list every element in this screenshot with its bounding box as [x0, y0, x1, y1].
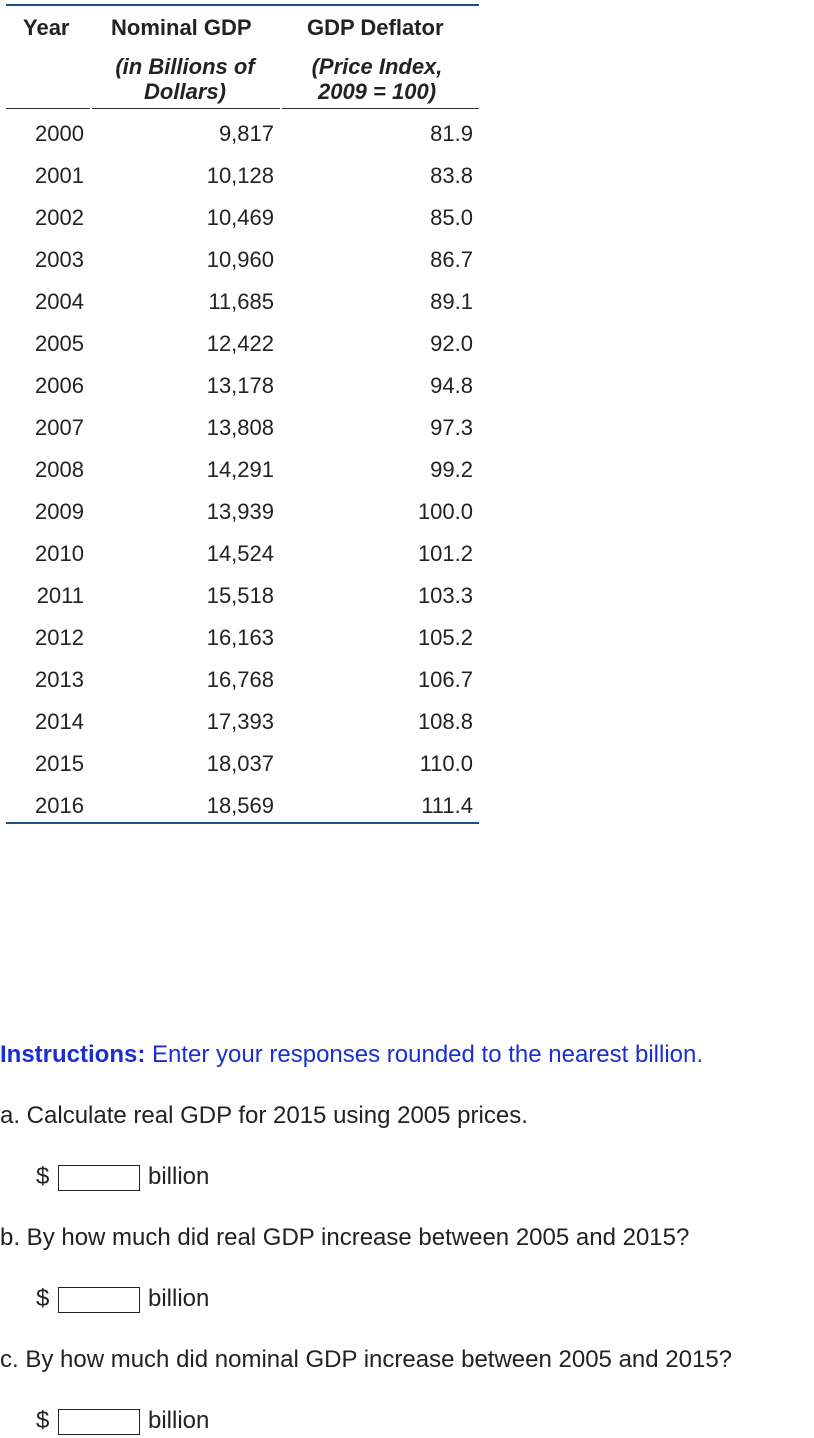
- header-rule: [6, 108, 90, 109]
- table-bottom-rule: [6, 822, 479, 824]
- unit-label: billion: [148, 1285, 210, 1312]
- nominal-gdp-cell: 13,808: [206, 415, 274, 440]
- question-a-text: a. Calculate real GDP for 2015 using 2005 prices.: [0, 1102, 528, 1129]
- deflator-cell: 85.0: [430, 205, 473, 230]
- answer-c-input[interactable]: [58, 1409, 140, 1435]
- answer-a-input[interactable]: [58, 1165, 140, 1191]
- year-cell: 2012: [35, 625, 84, 650]
- table-row: [6, 491, 479, 533]
- instructions-text: Enter your responses rounded to the nearest billion.: [145, 1041, 704, 1068]
- unit-label: billion: [148, 1163, 210, 1190]
- nominal-gdp-cell: 12,422: [206, 331, 274, 356]
- deflator-cell: 83.8: [430, 163, 473, 188]
- deflator-cell: 105.2: [417, 625, 473, 650]
- year-cell: 2010: [35, 541, 84, 566]
- table-top-rule: [6, 4, 479, 6]
- instructions-label: Instructions:: [0, 1041, 146, 1068]
- year-cell: 2000: [35, 121, 84, 146]
- deflator-cell: 108.8: [417, 709, 473, 734]
- question-b-text: b. By how much did real GDP increase between 2005 and 2015?: [0, 1224, 690, 1251]
- table-row: [6, 155, 479, 197]
- table-row: [6, 785, 479, 827]
- instructions: [0, 1041, 703, 1069]
- deflator-cell: 81.9: [430, 121, 473, 146]
- header-nominal-subtitle: (in Billions of Dollars): [115, 54, 255, 104]
- table-row: [6, 743, 479, 785]
- table-body: [6, 113, 479, 827]
- table-row: [6, 281, 479, 323]
- table-row: [6, 533, 479, 575]
- header-nominal-gdp: Nominal GDP: [111, 15, 252, 40]
- deflator-cell: 106.7: [417, 667, 473, 692]
- deflator-cell: 101.2: [417, 541, 473, 566]
- year-cell: 2005: [35, 331, 84, 356]
- deflator-cell: 97.3: [430, 415, 473, 440]
- nominal-gdp-cell: 14,524: [206, 541, 274, 566]
- deflator-cell: 89.1: [430, 289, 473, 314]
- deflator-cell: 111.4: [421, 793, 473, 818]
- year-cell: 2001: [35, 163, 84, 188]
- dollar-sign: $: [36, 1163, 50, 1190]
- deflator-cell: 86.7: [430, 247, 473, 272]
- dollar-sign: $: [36, 1407, 50, 1434]
- nominal-gdp-cell: 10,960: [206, 247, 274, 272]
- year-cell: 2011: [36, 583, 84, 608]
- table-row: [6, 659, 479, 701]
- deflator-cell: 103.3: [417, 583, 473, 608]
- year-cell: 2007: [35, 415, 84, 440]
- nominal-gdp-cell: 9,817: [218, 121, 274, 146]
- deflator-cell: 94.8: [430, 373, 473, 398]
- table-row: [6, 365, 479, 407]
- table-row: [6, 449, 479, 491]
- deflator-cell: 92.0: [430, 331, 473, 356]
- header-rule: [92, 108, 280, 109]
- table-row: [6, 323, 479, 365]
- unit-label: billion: [148, 1407, 210, 1434]
- nominal-gdp-cell: 11,685: [208, 289, 274, 314]
- year-cell: 2006: [35, 373, 84, 398]
- table-row: [6, 701, 479, 743]
- nominal-gdp-cell: 13,939: [206, 499, 274, 524]
- year-cell: 2003: [35, 247, 84, 272]
- year-cell: 2016: [35, 793, 84, 818]
- answer-b-input[interactable]: [58, 1287, 140, 1313]
- year-cell: 2008: [35, 457, 84, 482]
- question-c-text: c. By how much did nominal GDP increase between 2005 and 2015?: [0, 1346, 733, 1373]
- nominal-gdp-cell: 18,037: [206, 751, 274, 776]
- table-row: [6, 407, 479, 449]
- nominal-gdp-cell: 10,128: [206, 163, 274, 188]
- table-row: [6, 617, 479, 659]
- year-cell: 2013: [35, 667, 84, 692]
- header-gdp-deflator: GDP Deflator: [307, 15, 444, 40]
- year-cell: 2015: [35, 751, 84, 776]
- table-row: [6, 239, 479, 281]
- nominal-gdp-cell: 16,768: [206, 667, 274, 692]
- dollar-sign: $: [36, 1285, 50, 1312]
- year-cell: 2002: [35, 205, 84, 230]
- deflator-cell: 99.2: [430, 457, 473, 482]
- year-cell: 2004: [35, 289, 84, 314]
- nominal-gdp-cell: 15,518: [206, 583, 274, 608]
- nominal-gdp-cell: 18,569: [206, 793, 274, 818]
- nominal-gdp-cell: 13,178: [206, 373, 274, 398]
- table-row: [6, 113, 479, 155]
- table-row: [6, 575, 479, 617]
- header-year: Year: [23, 15, 70, 40]
- table-row: [6, 197, 479, 239]
- nominal-gdp-cell: 16,163: [206, 625, 274, 650]
- nominal-gdp-cell: 10,469: [206, 205, 274, 230]
- header-deflator-subtitle: (Price Index, 2009 = 100): [311, 54, 443, 104]
- deflator-cell: 100.0: [417, 499, 473, 524]
- nominal-gdp-cell: 17,393: [206, 709, 274, 734]
- header-rule: [282, 108, 479, 109]
- deflator-cell: 110.0: [419, 751, 473, 776]
- nominal-gdp-cell: 14,291: [206, 457, 274, 482]
- year-cell: 2009: [35, 499, 84, 524]
- year-cell: 2014: [35, 709, 84, 734]
